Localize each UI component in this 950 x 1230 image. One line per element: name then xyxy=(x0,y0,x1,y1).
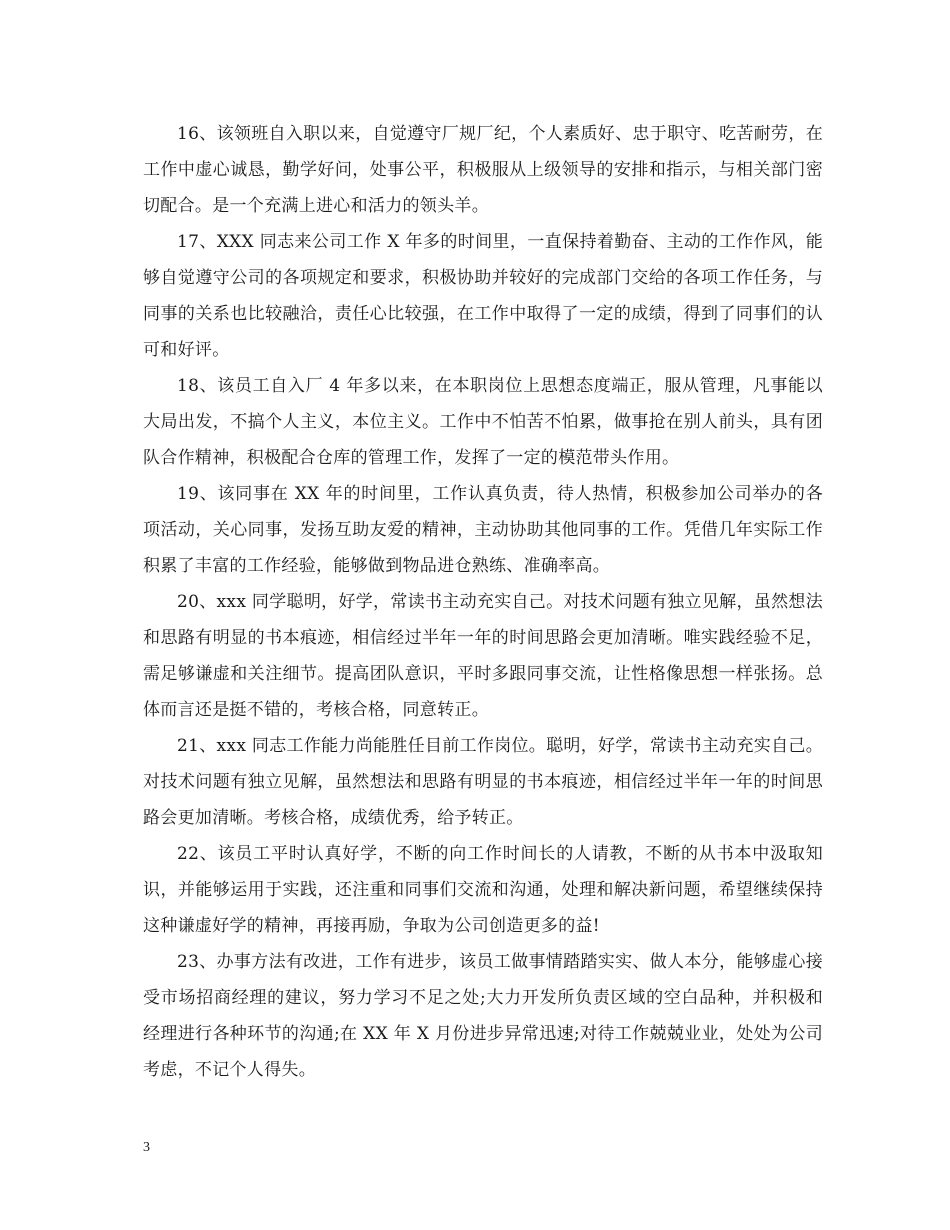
paragraph-21: 21、xxx 同志工作能力尚能胜任目前工作岗位。聪明，好学，常读书主动充实自己。对技术问题有独立见解，虽然想法和思路有明显的书本痕迹，相信经过半年一年的时间思路会更加清晰。考核合格，成绩优秀，给予转正。 xyxy=(143,736,823,828)
paragraph-23: 23、办事方法有改进，工作有进步，该员工做事情踏踏实实、做人本分，能够虚心接受市场招商经理的建议，努力学习不足之处;大力开发所负责区域的空白品种，并积极和经理进行各种环节的沟通;在 XX 年 X 月份进步异常迅速;对待工作兢兢业业，处处为公司考虑，不记个人得失。 xyxy=(143,952,823,1080)
paragraph-19: 19、该同事在 XX 年的时间里，工作认真负责，待人热情，积极参加公司举办的各项活动，关心同事，发扬互助友爱的精神，主动协助其他同事的工作。凭借几年实际工作积累了丰富的工作经验，能够做到物品进仓熟练、准确率高。 xyxy=(143,484,823,576)
paragraph-18: 18、该员工自入厂 4 年多以来，在本职岗位上思想态度端正，服从管理，凡事能以大局出发，不搞个人主义，本位主义。工作中不怕苦不怕累，做事抢在别人前头，具有团队合作精神，积极配合仓库的管理工作，发挥了一定的模范带头作用。 xyxy=(143,376,823,468)
page-number: 3 xyxy=(143,1140,150,1155)
paragraph-22: 22、该员工平时认真好学，不断的向工作时间长的人请教，不断的从书本中汲取知识，并能够运用于实践，还注重和同事们交流和沟通，处理和解决新问题，希望继续保持这种谦虚好学的精神，再接再励，争取为公司创造更多的益! xyxy=(143,844,823,936)
paragraph-16: 16、该领班自入职以来，自觉遵守厂规厂纪，个人素质好、忠于职守、吃苦耐劳，在工作中虚心诚恳，勤学好问，处事公平，积极服从上级领导的安排和指示，与相关部门密切配合。是一个充满上进心和活力的领头羊。 xyxy=(143,124,823,216)
paragraph-20: 20、xxx 同学聪明，好学，常读书主动充实自己。对技术问题有独立见解，虽然想法和思路有明显的书本痕迹，相信经过半年一年的时间思路会更加清晰。唯实践经验不足，需足够谦虚和关注细节。提高团队意识，平时多跟同事交流，让性格像思想一样张扬。总体而言还是挺不错的，考核合格，同意转正。 xyxy=(143,592,823,720)
paragraph-17: 17、XXX 同志来公司工作 X 年多的时间里，一直保持着勤奋、主动的工作作风，能够自觉遵守公司的各项规定和要求，积极协助并较好的完成部门交给的各项工作任务，与同事的关系也比较融洽，责任心比较强，在工作中取得了一定的成绩，得到了同事们的认可和好评。 xyxy=(143,232,823,360)
document-body xyxy=(143,116,823,1088)
